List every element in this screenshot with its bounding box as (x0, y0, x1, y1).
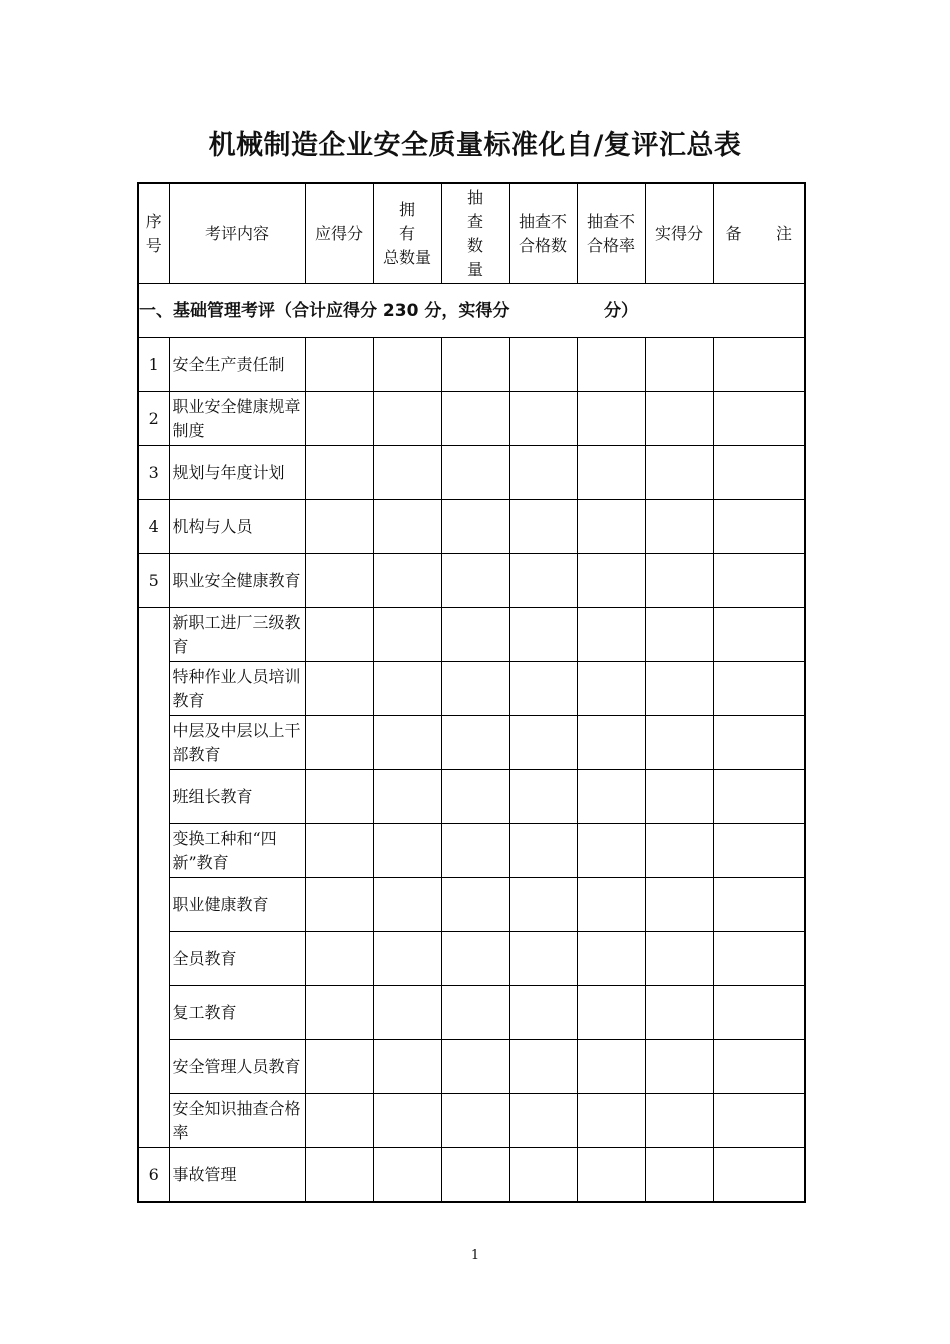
row-empty-cell (645, 1094, 713, 1148)
header-sample-count: 抽 查 数 量 (441, 183, 509, 284)
row-empty-cell (577, 770, 645, 824)
table-row (138, 392, 805, 446)
row-empty-cell (509, 1148, 577, 1203)
header-row (138, 183, 805, 284)
row-empty-cell (509, 554, 577, 608)
row-empty-cell (645, 554, 713, 608)
row-content: 规划与年度计划 (169, 446, 305, 500)
row-empty-cell (509, 446, 577, 500)
table-row (138, 500, 805, 554)
row-empty-cell (305, 608, 373, 662)
table-row (138, 716, 805, 770)
row-content: 安全知识抽查合格率 (169, 1094, 305, 1148)
row-empty-cell (713, 716, 805, 770)
row-empty-cell (373, 932, 441, 986)
row-empty-cell (577, 986, 645, 1040)
row-empty-cell (645, 662, 713, 716)
row-empty-cell (373, 392, 441, 446)
row-seq: 6 (138, 1148, 169, 1203)
row-empty-cell (577, 338, 645, 392)
table-row (138, 878, 805, 932)
document-title: 机械制造企业安全质量标准化自/复评汇总表 (208, 130, 742, 161)
header-remark: 备 注 (713, 183, 805, 284)
header-content: 考评内容 (169, 183, 305, 284)
row-content: 复工教育 (169, 986, 305, 1040)
row-empty-cell (509, 770, 577, 824)
table-row (138, 1148, 805, 1203)
row-empty-cell (305, 878, 373, 932)
row-empty-cell (645, 500, 713, 554)
row-empty-cell (441, 662, 509, 716)
row-seq (138, 1094, 169, 1148)
row-empty-cell (305, 392, 373, 446)
row-empty-cell (713, 446, 805, 500)
row-empty-cell (577, 932, 645, 986)
row-empty-cell (713, 1094, 805, 1148)
row-content: 全员教育 (169, 932, 305, 986)
row-empty-cell (305, 986, 373, 1040)
row-content: 职业安全健康教育 (169, 554, 305, 608)
row-empty-cell (441, 392, 509, 446)
row-empty-cell (577, 392, 645, 446)
header-unqualified-count: 抽查不 合格数 (509, 183, 577, 284)
row-empty-cell (373, 554, 441, 608)
row-empty-cell (305, 770, 373, 824)
row-empty-cell (305, 716, 373, 770)
row-empty-cell (645, 878, 713, 932)
row-empty-cell (305, 338, 373, 392)
table-row (138, 1040, 805, 1094)
row-empty-cell (713, 932, 805, 986)
row-empty-cell (713, 662, 805, 716)
row-empty-cell (645, 824, 713, 878)
table-row (138, 446, 805, 500)
row-content: 事故管理 (169, 1148, 305, 1203)
row-empty-cell (645, 1040, 713, 1094)
row-empty-cell (509, 878, 577, 932)
row-empty-cell (713, 824, 805, 878)
row-seq: 3 (138, 446, 169, 500)
row-empty-cell (713, 608, 805, 662)
row-empty-cell (577, 878, 645, 932)
row-empty-cell (441, 878, 509, 932)
row-empty-cell (305, 554, 373, 608)
row-empty-cell (577, 824, 645, 878)
row-empty-cell (645, 1148, 713, 1203)
row-empty-cell (441, 770, 509, 824)
header-should-score: 应得分 (305, 183, 373, 284)
row-empty-cell (509, 986, 577, 1040)
page-number: 1 (470, 1248, 480, 1263)
row-empty-cell (373, 662, 441, 716)
row-empty-cell (509, 932, 577, 986)
table-row (138, 1094, 805, 1148)
row-empty-cell (509, 392, 577, 446)
row-empty-cell (305, 1040, 373, 1094)
table-row (138, 662, 805, 716)
row-empty-cell (509, 716, 577, 770)
row-empty-cell (713, 500, 805, 554)
row-empty-cell (441, 932, 509, 986)
row-empty-cell (577, 608, 645, 662)
row-empty-cell (305, 446, 373, 500)
row-empty-cell (305, 1094, 373, 1148)
row-empty-cell (645, 770, 713, 824)
row-empty-cell (441, 446, 509, 500)
row-empty-cell (577, 1148, 645, 1203)
row-empty-cell (645, 932, 713, 986)
row-empty-cell (441, 608, 509, 662)
row-empty-cell (305, 932, 373, 986)
row-empty-cell (305, 662, 373, 716)
row-empty-cell (373, 1148, 441, 1203)
row-empty-cell (441, 1094, 509, 1148)
row-seq: 1 (138, 338, 169, 392)
row-empty-cell (373, 608, 441, 662)
table-row (138, 770, 805, 824)
row-seq (138, 1040, 169, 1094)
row-empty-cell (577, 716, 645, 770)
table-row (138, 986, 805, 1040)
row-empty-cell (441, 986, 509, 1040)
row-empty-cell (441, 554, 509, 608)
section-title: 一、基础管理考评（合计应得分 230 分，实得分 分） (138, 284, 805, 338)
row-empty-cell (509, 662, 577, 716)
header-seq: 序 号 (138, 183, 169, 284)
row-empty-cell (645, 392, 713, 446)
row-seq (138, 662, 169, 716)
row-empty-cell (713, 1148, 805, 1203)
section-row (138, 284, 805, 338)
row-empty-cell (441, 1148, 509, 1203)
header-actual-score: 实得分 (645, 183, 713, 284)
table-row (138, 932, 805, 986)
row-content: 班组长教育 (169, 770, 305, 824)
table-row (138, 824, 805, 878)
summary-table (137, 182, 806, 1203)
row-empty-cell (373, 338, 441, 392)
row-content: 特种作业人员培训教育 (169, 662, 305, 716)
row-empty-cell (577, 500, 645, 554)
table-row (138, 554, 805, 608)
row-seq: 4 (138, 500, 169, 554)
row-content: 职业健康教育 (169, 878, 305, 932)
row-empty-cell (441, 338, 509, 392)
row-empty-cell (645, 986, 713, 1040)
row-empty-cell (577, 554, 645, 608)
row-empty-cell (645, 338, 713, 392)
row-empty-cell (713, 392, 805, 446)
row-empty-cell (373, 824, 441, 878)
row-empty-cell (713, 986, 805, 1040)
row-empty-cell (577, 662, 645, 716)
row-seq (138, 932, 169, 986)
row-seq (138, 986, 169, 1040)
row-empty-cell (713, 878, 805, 932)
header-total-count: 拥 有 总数量 (373, 183, 441, 284)
row-empty-cell (509, 1040, 577, 1094)
row-empty-cell (645, 446, 713, 500)
row-seq: 2 (138, 392, 169, 446)
header-unqualified-rate: 抽查不 合格率 (577, 183, 645, 284)
row-empty-cell (713, 554, 805, 608)
row-seq (138, 608, 169, 662)
row-seq (138, 770, 169, 824)
row-empty-cell (509, 824, 577, 878)
row-seq: 5 (138, 554, 169, 608)
table-row (138, 608, 805, 662)
row-empty-cell (373, 986, 441, 1040)
row-seq (138, 716, 169, 770)
row-empty-cell (645, 608, 713, 662)
row-content: 变换工种和“四新”教育 (169, 824, 305, 878)
row-empty-cell (305, 1148, 373, 1203)
row-content: 新职工进厂三级教育 (169, 608, 305, 662)
row-empty-cell (713, 770, 805, 824)
row-empty-cell (577, 1040, 645, 1094)
row-empty-cell (373, 878, 441, 932)
row-empty-cell (373, 1094, 441, 1148)
row-content: 职业安全健康规章制度 (169, 392, 305, 446)
row-empty-cell (441, 500, 509, 554)
row-empty-cell (305, 824, 373, 878)
row-empty-cell (305, 500, 373, 554)
row-content: 安全管理人员教育 (169, 1040, 305, 1094)
row-empty-cell (509, 338, 577, 392)
table-row (138, 338, 805, 392)
row-empty-cell (441, 1040, 509, 1094)
row-empty-cell (373, 500, 441, 554)
row-content: 安全生产责任制 (169, 338, 305, 392)
row-empty-cell (373, 770, 441, 824)
row-empty-cell (373, 716, 441, 770)
row-empty-cell (713, 338, 805, 392)
row-empty-cell (509, 608, 577, 662)
row-empty-cell (645, 716, 713, 770)
row-empty-cell (441, 716, 509, 770)
row-seq (138, 878, 169, 932)
row-empty-cell (509, 500, 577, 554)
row-empty-cell (713, 1040, 805, 1094)
row-empty-cell (441, 824, 509, 878)
row-empty-cell (373, 1040, 441, 1094)
row-empty-cell (577, 1094, 645, 1148)
row-content: 机构与人员 (169, 500, 305, 554)
row-seq (138, 824, 169, 878)
row-empty-cell (509, 1094, 577, 1148)
row-empty-cell (373, 446, 441, 500)
row-content: 中层及中层以上干部教育 (169, 716, 305, 770)
row-empty-cell (577, 446, 645, 500)
